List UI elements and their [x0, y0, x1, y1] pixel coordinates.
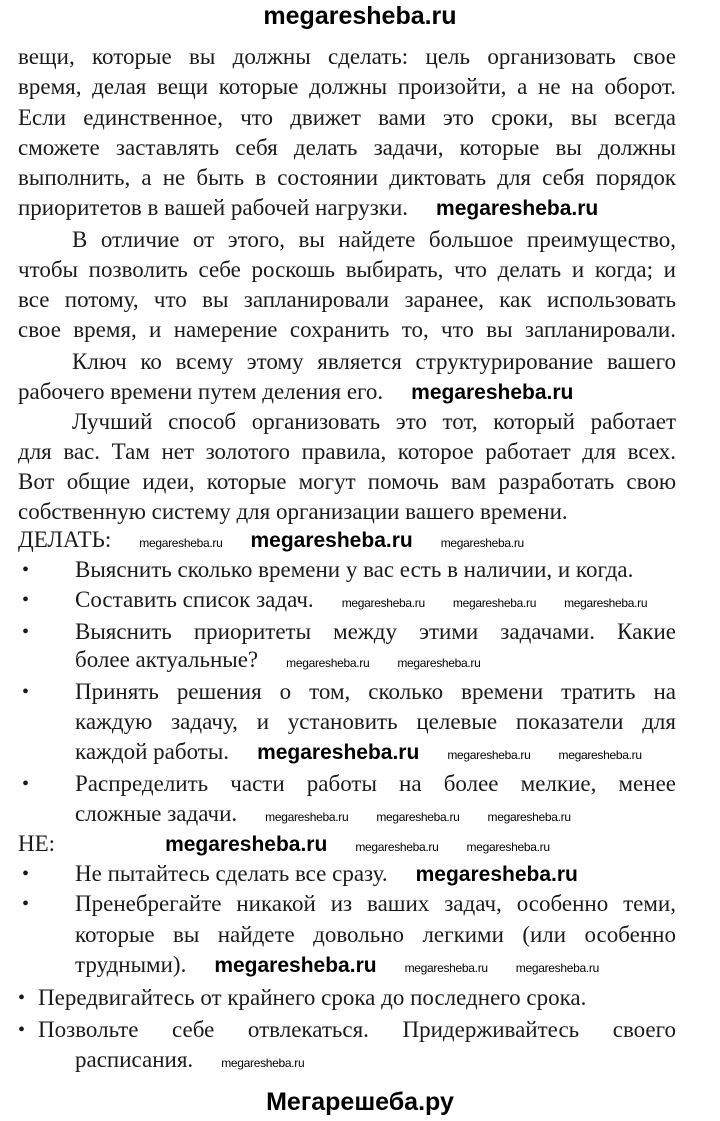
- text-row: [18, 526, 524, 554]
- bullet: •: [22, 893, 30, 915]
- watermark: megaresheba.ru: [139, 536, 223, 550]
- list-item: Выяснить приоритеты между этими задачами. Какие: [75, 619, 676, 644]
- text-row: [18, 378, 573, 406]
- list-item: Позвольте себе отвлекаться. Придерживайтесь своего: [38, 1017, 676, 1042]
- watermark: megaresheba.ru: [411, 381, 574, 404]
- watermark: megaresheba.ru: [221, 1056, 305, 1070]
- list-item: которые вы найдете довольно легкими (или особенно: [75, 922, 676, 947]
- watermark: megaresheba.ru: [564, 596, 648, 610]
- list-item: Выяснить сколько времени у вас есть в наличии, и когда.: [75, 557, 634, 582]
- site-header: megaresheba.ru: [263, 2, 457, 30]
- list-item: расписания.: [75, 1047, 194, 1072]
- text-line: приоритетов в вашей рабочей нагрузки.: [18, 195, 409, 220]
- text-line: Вот общие идеи, которые могут помочь вам разработать свою: [18, 469, 676, 494]
- bullet: •: [22, 863, 30, 885]
- text-row: [75, 646, 481, 674]
- text-line: собственную систему для организации вашего времени.: [18, 499, 568, 524]
- watermark: megaresheba.ru: [397, 656, 481, 670]
- text-line: все потому, что вы запланировали заранее, как использовать: [18, 287, 676, 312]
- text-row: [75, 860, 578, 888]
- list-item: сложные задачи.: [75, 801, 238, 826]
- list-item: Не пытайтесь сделать все сразу.: [75, 861, 388, 886]
- watermark: megaresheba.ru: [487, 810, 571, 824]
- list-item: каждой работы.: [75, 739, 230, 764]
- list-item: каждую задачу, и установить целевые показатели для: [75, 709, 676, 734]
- bullet: •: [22, 589, 30, 611]
- text-row: [75, 951, 599, 979]
- watermark: megaresheba.ru: [440, 536, 524, 550]
- text-row: [75, 1046, 304, 1074]
- list-item: более актуальные?: [75, 647, 259, 672]
- text-row: [75, 586, 647, 614]
- watermark: megaresheba.ru: [214, 954, 377, 977]
- bullet: •: [22, 773, 30, 795]
- bullet: •: [18, 987, 26, 1009]
- list-item: Пренебрегайте никакой из ваших задач, особенно теми,: [75, 891, 676, 916]
- text-line: В отличие от этого, вы найдете большое преимущество,: [72, 227, 676, 252]
- bullet: •: [22, 559, 30, 581]
- watermark: megaresheba.ru: [286, 656, 370, 670]
- text-line: время, делая вещи которые должны произойти, а не на оборот.: [18, 74, 676, 99]
- text-line: Ключ ко всему этому является структурирование вашего: [72, 349, 676, 374]
- watermark: megaresheba.ru: [466, 840, 550, 854]
- section-heading-dont: НЕ:: [18, 831, 56, 856]
- watermark: megaresheba.ru: [452, 596, 537, 610]
- watermark: megaresheba.ru: [165, 833, 328, 856]
- site-footer: Мегарешеба.ру: [266, 1088, 454, 1116]
- list-item: Принять решения о том, сколько времени тратить на: [75, 679, 676, 704]
- bullet: •: [22, 621, 30, 643]
- list-item: Распределить части работы на более мелкие, менее: [75, 771, 676, 796]
- list-item: трудными).: [75, 952, 187, 977]
- text-line: рабочего времени путем деления его.: [18, 379, 384, 404]
- section-heading-do: ДЕЛАТЬ:: [18, 527, 112, 552]
- watermark: megaresheba.ru: [355, 840, 439, 854]
- watermark: megaresheba.ru: [404, 961, 488, 975]
- watermark: megaresheba.ru: [447, 748, 531, 762]
- watermark: megaresheba.ru: [376, 810, 460, 824]
- watermark: megaresheba.ru: [265, 810, 349, 824]
- text-line: Лучший способ организовать это тот, который работает: [72, 409, 676, 434]
- list-item: Передвигайтесь от крайнего срока до последнего срока.: [38, 985, 587, 1010]
- text-line: выполнить, а не быть в состоянии диктовать для себя порядок: [18, 165, 676, 190]
- watermark: megaresheba.ru: [341, 596, 425, 610]
- bullet: •: [18, 1019, 26, 1041]
- list-item: Составить список задач.: [75, 587, 314, 612]
- text-row: [18, 830, 550, 858]
- text-line: чтобы позволить себе роскошь выбирать, что делать и когда; и: [18, 257, 676, 282]
- text-line: свое время, и намерение сохранить то, что вы запланировали.: [18, 317, 676, 342]
- watermark: megaresheba.ru: [250, 529, 413, 552]
- watermark: megaresheba.ru: [415, 863, 578, 886]
- text-row: [75, 800, 571, 828]
- text-row: [75, 738, 642, 766]
- text-line: сможете заставлять себя делать задачи, которые вы должны: [18, 135, 676, 160]
- watermark: megaresheba.ru: [558, 748, 642, 762]
- text-row: [18, 194, 598, 222]
- bullet: •: [22, 681, 30, 703]
- watermark: megaresheba.ru: [257, 741, 420, 764]
- text-line: вещи, которые вы должны сделать: цель организовать свое: [18, 44, 676, 69]
- watermark: megaresheba.ru: [515, 961, 599, 975]
- text-line: для вас. Там нет золотого правила, которое работает для всех.: [18, 439, 676, 464]
- watermark: megaresheba.ru: [436, 197, 599, 220]
- text-line: Если единственное, что движет вами это сроки, вы всегда: [18, 105, 676, 130]
